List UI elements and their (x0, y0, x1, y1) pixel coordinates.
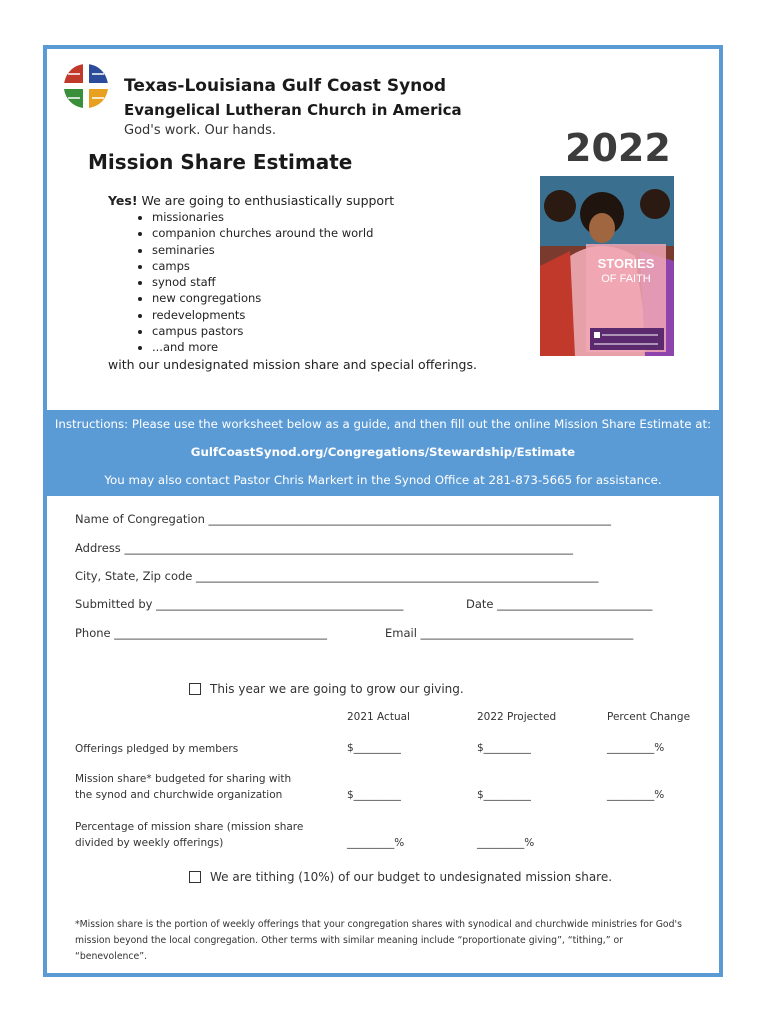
row-label: divided by weekly offerings) (75, 837, 224, 849)
list-item: • ...and more (152, 339, 373, 355)
intro-lead (108, 193, 394, 208)
cover-heading-2: OF FAITH (601, 273, 651, 285)
row-label: the synod and churchwide organization (75, 789, 283, 801)
intro-closing: with our undesignated mission share and special offerings. (108, 357, 477, 372)
org-name: Texas-Louisiana Gulf Coast Synod (124, 76, 447, 96)
column-header-2021: 2021 Actual (347, 711, 410, 723)
elca-cross-logo (62, 62, 110, 110)
offerings-2022-field[interactable]: $_________ (477, 742, 531, 754)
email-field[interactable]: Email _____________________________________ (385, 626, 634, 640)
column-header-percent: Percent Change (607, 711, 691, 723)
cover-heading-1: STORIES (597, 256, 655, 271)
percentage-2021-field[interactable]: _________% (347, 837, 405, 849)
support-list (136, 209, 373, 356)
list-item: • campus pastors (152, 323, 373, 339)
mission-share-2022-field[interactable]: $_________ (477, 789, 531, 801)
submitted-by-field[interactable]: Submitted by ___________________________________________ (75, 597, 404, 611)
congregation-field[interactable]: Name of Congregation ______________________________________________________________________ (75, 512, 612, 526)
column-header-2022: 2022 Projected (477, 711, 557, 723)
percentage-2022-field[interactable]: _________% (477, 837, 535, 849)
page-title: Mission Share Estimate (88, 150, 353, 174)
row-label: Offerings pledged by members (75, 743, 239, 755)
mission-share-percent-field[interactable]: _________% (607, 789, 665, 801)
offerings-2021-field[interactable]: $_________ (347, 742, 401, 754)
list-item: • redevelopments (152, 307, 373, 323)
row-label: Mission share* budgeted for sharing with (75, 773, 292, 785)
checkbox-icon[interactable] (189, 871, 201, 883)
list-item: • camps (152, 258, 373, 274)
yes-word: Yes! (108, 193, 138, 208)
list-item: • missionaries (152, 209, 373, 225)
estimate-url[interactable]: GulfCoastSynod.org/Congregations/Stewardship/Estimate (190, 445, 576, 459)
instructions-band (43, 410, 723, 496)
row-label: Percentage of mission share (mission share (75, 821, 304, 833)
phone-field[interactable]: Phone _____________________________________ (75, 626, 328, 640)
list-item: • seminaries (152, 242, 373, 258)
city-state-zip-field[interactable]: City, State, Zip code ______________________________________________________________________ (75, 569, 599, 583)
list-item: • new congregations (152, 290, 373, 306)
checkbox-icon[interactable] (189, 683, 201, 695)
footnote: *Mission share is the portion of weekly offerings that your congregation shares with synodical and churchwide ministries for God's mission beyond the local congregation. Other terms with similar meaning include “proportionate giving”, “tithing,” or “benevolence”. (75, 919, 682, 962)
list-item: • synod staff (152, 274, 373, 290)
stories-of-faith-cover-image (540, 176, 674, 356)
contact-text: You may also contact Pastor Chris Markert in the Synod Office at 281-873-5665 for assistance. (104, 473, 662, 487)
list-item: • companion churches around the world (152, 225, 373, 241)
church-name: Evangelical Lutheran Church in America (124, 101, 462, 119)
mission-share-2021-field[interactable]: $_________ (347, 789, 401, 801)
address-field[interactable]: Address ______________________________________________________________________________ (75, 541, 573, 555)
instructions-text: Instructions: Please use the worksheet below as a guide, and then fill out the online Mission Share Estimate at: (54, 417, 712, 431)
tithing-label: We are tithing (10%) of our budget to undesignated mission share. (210, 870, 613, 884)
date-field[interactable]: Date ___________________________ (466, 597, 653, 611)
offerings-percent-field[interactable]: _________% (607, 742, 665, 754)
tagline: God's work. Our hands. (124, 123, 277, 138)
grow-giving-label: This year we are going to grow our giving. (210, 682, 464, 696)
year-heading: 2022 (565, 126, 671, 170)
intro-lead-text: We are going to enthusiastically support (137, 193, 395, 208)
